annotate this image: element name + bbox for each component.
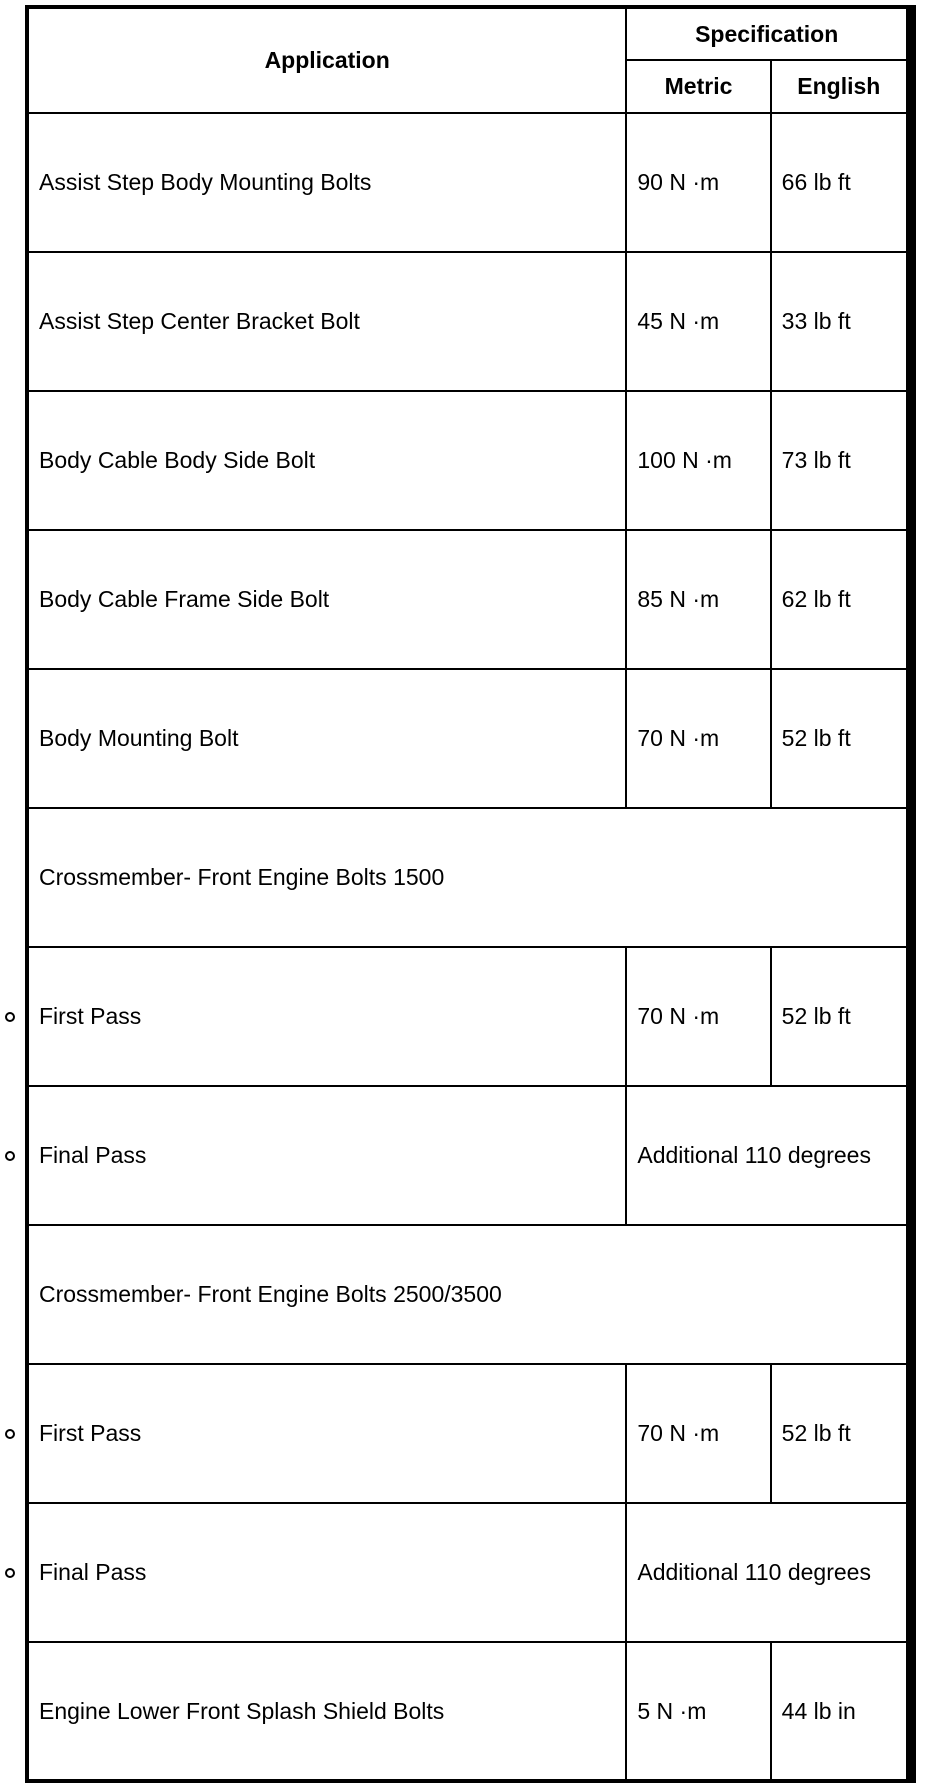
table-row (27, 1364, 908, 1503)
header-specification: Specification (626, 7, 908, 60)
english-cell: 44 lb in (771, 1642, 908, 1781)
combined-spec-cell: Additional 110 degrees (626, 1503, 908, 1642)
header-row-top (27, 7, 908, 60)
english-cell: 52 lb ft (771, 669, 908, 808)
metric-cell: 70 N ·m (626, 669, 770, 808)
english-cell: 62 lb ft (771, 530, 908, 669)
metric-cell: 5 N ·m (626, 1642, 770, 1781)
table-row (27, 530, 908, 669)
application-cell: First Pass (27, 947, 626, 1086)
application-cell: Body Cable Body Side Bolt (27, 391, 626, 530)
english-cell: 66 lb ft (771, 113, 908, 252)
table-row (27, 669, 908, 808)
metric-cell: 90 N ·m (626, 113, 770, 252)
english-cell: 33 lb ft (771, 252, 908, 391)
fastener-spec-table (25, 5, 910, 1783)
step-marker-icon (5, 1151, 15, 1161)
metric-cell: 85 N ·m (626, 530, 770, 669)
metric-cell: 45 N ·m (626, 252, 770, 391)
application-cell: First Pass (27, 1364, 626, 1503)
english-cell: 73 lb ft (771, 391, 908, 530)
section-row (27, 808, 908, 947)
table-row (27, 391, 908, 530)
application-cell: Engine Lower Front Splash Shield Bolts (27, 1642, 626, 1781)
step-marker-icon (5, 1012, 15, 1022)
application-cell: Final Pass (27, 1086, 626, 1225)
table-row (27, 1503, 908, 1642)
header-metric: Metric (626, 60, 770, 113)
header-application: Application (27, 7, 626, 113)
header-english: English (771, 60, 908, 113)
step-marker-icon (5, 1568, 15, 1578)
metric-cell: 70 N ·m (626, 947, 770, 1086)
english-cell: 52 lb ft (771, 1364, 908, 1503)
table-row (27, 1086, 908, 1225)
section-title: Crossmember- Front Engine Bolts 2500/3500 (27, 1225, 908, 1364)
section-title: Crossmember- Front Engine Bolts 1500 (27, 808, 908, 947)
english-cell: 52 lb ft (771, 947, 908, 1086)
table-row (27, 252, 908, 391)
metric-cell: 100 N ·m (626, 391, 770, 530)
application-cell: Body Cable Frame Side Bolt (27, 530, 626, 669)
table-row (27, 1642, 908, 1781)
combined-spec-cell: Additional 110 degrees (626, 1086, 908, 1225)
section-row (27, 1225, 908, 1364)
application-cell: Assist Step Body Mounting Bolts (27, 113, 626, 252)
application-cell: Final Pass (27, 1503, 626, 1642)
application-cell: Assist Step Center Bracket Bolt (27, 252, 626, 391)
table-body (27, 113, 908, 1781)
application-cell: Body Mounting Bolt (27, 669, 626, 808)
table-row (27, 947, 908, 1086)
step-marker-icon (5, 1429, 15, 1439)
metric-cell: 70 N ·m (626, 1364, 770, 1503)
table-row (27, 113, 908, 252)
